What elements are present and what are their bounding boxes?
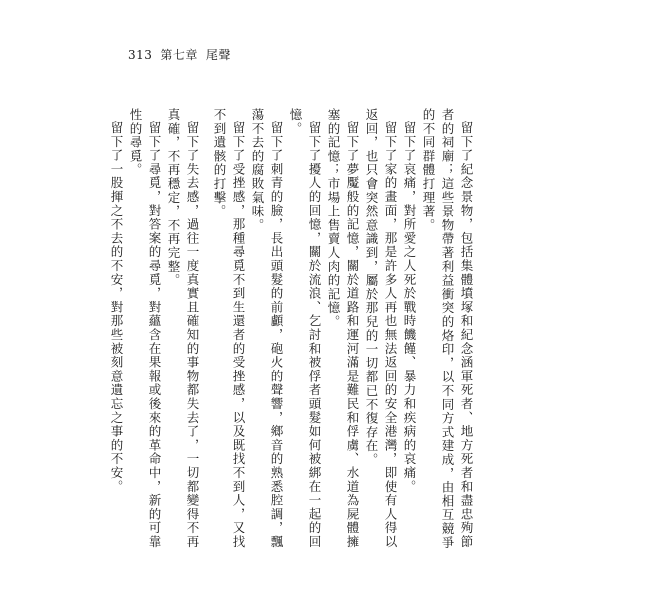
paragraph: 留下了刺青的臉，長出頭髮的前顱，砲火的聲響，鄉音的熟悉腔調，飄蕩不去的腐敗氣味。 [250, 108, 284, 549]
paragraph: 留下了夢魘般的記憶，關於道路和運河滿是難民和俘虜、水道為屍體擁塞的記憶；市場上售賣人肉的記憶。 [326, 108, 360, 549]
paragraph: 留下了擾人的回憶，關於流浪、乞討和被俘者頭髮如何被綁在一起的回憶。 [288, 108, 322, 549]
paragraph: 留下了一股揮之不去的不安，對那些被刻意遺忘之事的不安。 [109, 120, 124, 494]
paragraph: 留下了受挫感，那種尋覓不到生還者的受挫感，以及既找不到人，又找不到遺骸的打擊。 [212, 108, 246, 549]
paragraph: 留下了尋覓，對答案的尋覓，對蘊含在果報或後來的革命中，新的可靠性的尋覓。 [128, 108, 162, 549]
vertical-text-body [109, 108, 476, 558]
section-title: 尾聲 [205, 48, 231, 62]
paragraph: 留下了紀念景物，包括集體墳塚和紀念涵軍死者、地方死者和盡忠殉節者的祠廟；這些景物帶著利益衝突的烙印，以不同方式建成，由相互競爭的不同群體打理著。 [421, 108, 474, 550]
page-number: 313 [128, 48, 153, 62]
paragraph: 留下了哀痛，對所愛之人死於戰時饑饉、暴力和疾病的哀痛。 [402, 120, 417, 494]
chapter-label: 第七章 [160, 48, 198, 62]
running-header [128, 46, 231, 63]
paragraph: 留下了失去感，過往一度真實且確知的事物都失去了，一切都變得不再真確，不再穩定，不再完整。 [166, 108, 200, 549]
paragraph: 留下了家的畫面，那是許多人再也無法返回的安全港灣，即使有人得以返回，也只會突然意識到，屬於那兒的一切都已不復存在。 [364, 108, 398, 549]
